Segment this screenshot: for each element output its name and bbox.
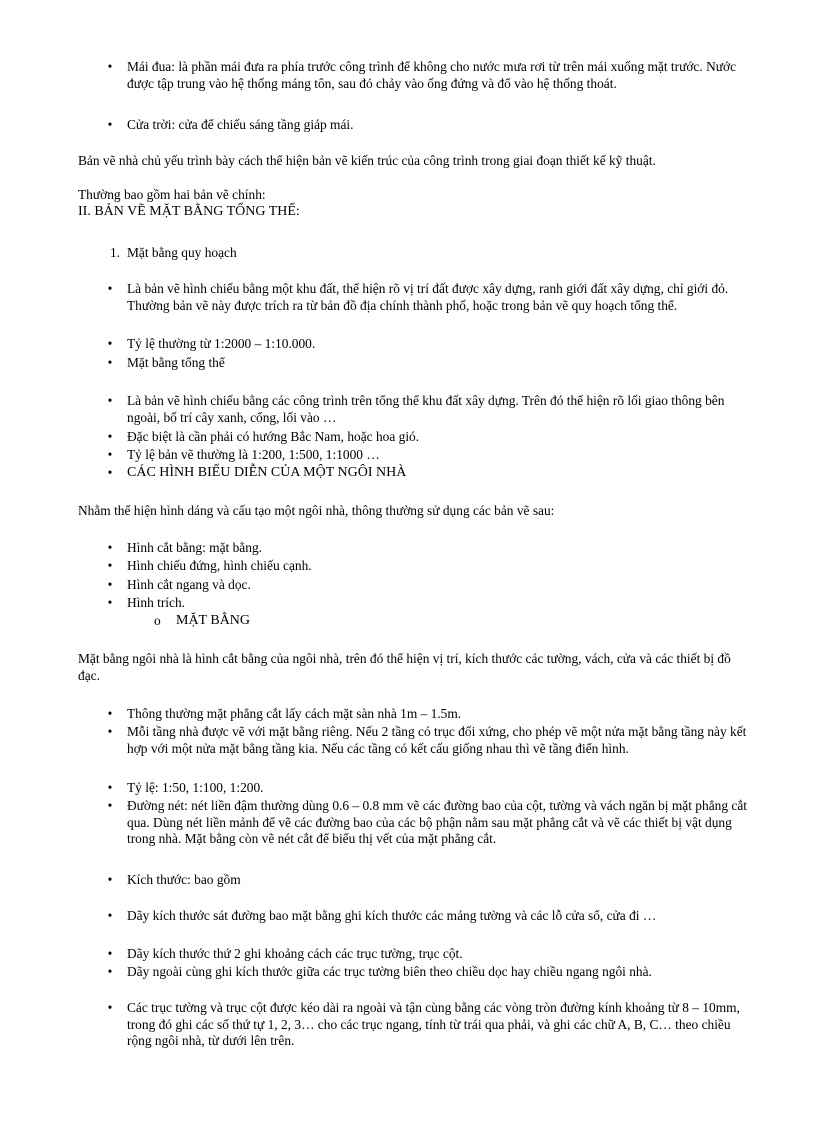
sub-list-marker: o: [154, 613, 161, 628]
bullet-marker: •: [107, 336, 113, 351]
bullet-marker: •: [107, 908, 113, 923]
bullet-marker: •: [107, 1000, 113, 1015]
list-item: Hình chiếu đứng, hình chiếu cạnh.: [127, 558, 312, 573]
list-item-cua-troi: Cửa trời: cửa để chiếu sáng tầng giáp mái.: [127, 117, 354, 132]
list-item: Đặc biệt là cần phải có hướng Bắc Nam, hoặc hoa gió.: [127, 429, 420, 444]
list-item: Hình cắt ngang và dọc.: [127, 577, 251, 592]
list-item: Dãy kích thước sát đường bao mặt bằng ghi kích thước các mảng tường và các lỗ cửa sổ, cửa đi …: [127, 908, 657, 923]
bullet-marker: •: [107, 872, 113, 887]
list-item: Là bản vẽ hình chiếu bằng các công trình trên tổng thể khu đất xây dựng. Trên đó thể hiện rõ lối giao thông bên ngoài, bố trí cây xanh, cổng, lối vào …: [127, 393, 725, 425]
numbered-item-mat-bang-quy-hoach: Mặt bằng quy hoạch: [127, 245, 237, 260]
bullet-marker: •: [107, 577, 113, 592]
list-item: Tỷ lệ thường từ 1:2000 – 1:10.000.: [127, 336, 316, 351]
bullet-marker: •: [107, 706, 113, 721]
bullet-marker: •: [107, 281, 113, 296]
bullet-marker: •: [107, 946, 113, 961]
bullet-marker: •: [107, 558, 113, 573]
bullet-marker: •: [107, 964, 113, 979]
list-item: Hình cắt bằng: mặt bằng.: [127, 540, 262, 555]
paragraph: Nhằm thể hiện hình dáng và cấu tạo một ngôi nhà, thông thường sử dụng các bản vẽ sau:: [78, 503, 555, 518]
bullet-marker: •: [107, 798, 113, 813]
list-item: Dãy ngoài cùng ghi kích thước giữa các trục tường biên theo chiều dọc hay chiều ngang ngôi nhà.: [127, 964, 652, 979]
list-item: Tỷ lệ: 1:50, 1:100, 1:200.: [127, 780, 264, 795]
list-item: Dãy kích thước thứ 2 ghi khoảng cách các trục tường, trục cột.: [127, 946, 463, 961]
bullet-marker: •: [107, 447, 113, 462]
list-item: Các trục tường và trục cột được kéo dài ra ngoài và tận cùng bằng các vòng tròn đường kính khoảng từ 8 – 10mm, trong đó ghi các số thứ tự 1, 2, 3… cho các trục ngang, tính từ trái qua phải, và ghi các chữ A, B, C… theo chiều rộng ngôi nhà, từ dưới lên trên.: [127, 1000, 740, 1048]
sub-heading-mat-bang: MẶT BẰNG: [176, 613, 251, 628]
bullet-marker: •: [107, 355, 113, 370]
numbered-marker: 1.: [109, 245, 120, 260]
list-item: Tỷ lệ bản vẽ thường là 1:200, 1:500, 1:1000 …: [127, 447, 380, 462]
list-item: Mặt bằng tổng thể: [127, 355, 225, 370]
list-item-heading: CÁC HÌNH BIỂU DIỄN CỦA MỘT NGÔI NHÀ: [127, 465, 407, 480]
list-item: Là bản vẽ hình chiếu bằng một khu đất, thể hiện rõ vị trí đất được xây dựng, ranh giới đất xây dựng, chỉ giới đỏ. Thường bản vẽ này được trích ra từ bản đồ địa chính thành phố, hoặc trong bản vẽ quy hoạch tổng thể.: [127, 281, 729, 313]
list-item: Thông thường mặt phẳng cắt lấy cách mặt sàn nhà 1m – 1.5m.: [127, 706, 462, 721]
bullet-marker: •: [107, 465, 113, 480]
bullet-marker: •: [107, 724, 113, 739]
list-item: Mỗi tầng nhà được vẽ với mặt bằng riêng. Nếu 2 tầng có trục đối xứng, cho phép vẽ một nửa mặt bằng tầng này kết hợp với một nửa mặt bằng tầng kia. Nếu các tầng có kết cấu giống nhau thì vẽ tầng điển hình.: [127, 724, 747, 756]
bullet-marker: •: [107, 540, 113, 555]
list-item: Kích thước: bao gồm: [127, 872, 241, 887]
bullet-marker: •: [107, 429, 113, 444]
bullet-marker: •: [107, 117, 113, 132]
paragraph: Mặt bằng ngôi nhà là hình cắt bằng của ngôi nhà, trên đó thể hiện vị trí, kích thước các tường, vách, cửa và các thiết bị đồ đạc.: [78, 651, 731, 683]
intro-line: Thường bao gồm hai bản vẽ chính:: [78, 187, 266, 202]
bullet-marker: •: [107, 780, 113, 795]
bullet-marker: •: [107, 595, 113, 610]
list-item: Đường nét: nét liền đậm thường dùng 0.6 – 0.8 mm vẽ các đường bao của cột, tường và vách ngăn bị mặt phẳng cắt qua. Dùng nét liền mảnh để vẽ các đường bao của các bộ phận nằm sau mặt phẳng cắt và vẽ các thiết bị vật dụng trong nhà. Mặt bằng còn vẽ nét cắt để biểu thị vết của mặt phẳng cắt.: [127, 798, 747, 846]
list-item-mai-dua: Mái đua: là phần mái đưa ra phía trước công trình để không cho nước mưa rơi từ trên mái xuống mặt trước. Nước được tập trung vào hệ thống máng tôn, sau đó chảy vào ống đứng và đổ vào hệ thống thoát.: [127, 59, 737, 91]
bullet-marker: •: [107, 59, 113, 74]
list-item: Hình trích.: [127, 595, 186, 610]
bullet-marker: •: [107, 393, 113, 408]
section-heading-2: II. BẢN VẼ MẶT BẰNG TỔNG THỂ:: [78, 204, 300, 219]
intro-paragraph: Bản vẽ nhà chủ yếu trình bày cách thể hiện bản vẽ kiến trúc của công trình trong giai đoạn thiết kế kỹ thuật.: [78, 153, 656, 168]
